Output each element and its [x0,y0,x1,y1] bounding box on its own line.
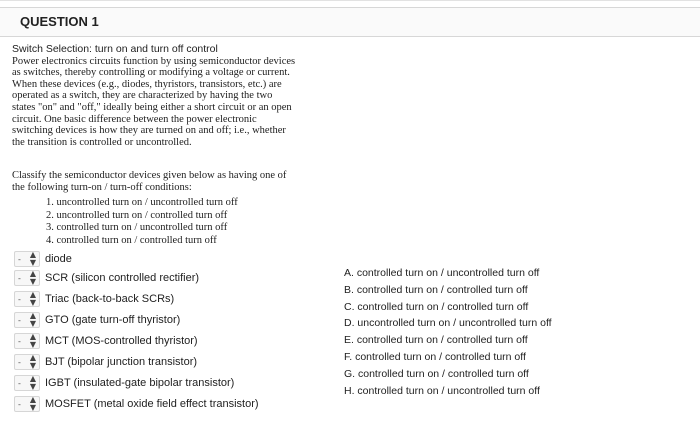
device-select-5[interactable] [14,354,40,370]
sort-arrows-icon: ▲ ▼ [29,250,36,267]
select-value: - [18,399,21,409]
sort-arrows-icon: ▲ ▼ [29,374,36,391]
conditions-list [46,197,346,247]
device-label: diode [45,253,72,265]
intro-paragraph [12,44,332,148]
answer-option: E. controlled turn on / controlled turn off [344,334,528,347]
sort-arrows-icon: ▲ ▼ [29,332,36,349]
select-value: - [18,315,21,325]
classify-line: Classify the semiconductor devices given below as having one of [12,170,287,181]
intro-line: operated as a switch, they are characterized by having the two [12,90,273,102]
select-value: - [18,294,21,304]
intro-line: switching devices is how they are turned on and off; i.e., whether [12,125,286,137]
question-title: QUESTION 1 [20,14,99,29]
select-value: - [18,378,21,388]
device-row [14,374,334,392]
device-label: GTO (gate turn-off thyristor) [45,314,181,326]
sort-arrows-icon: ▲ ▼ [29,395,36,412]
sort-arrows-icon: ▲ ▼ [29,353,36,370]
device-row [14,311,334,329]
device-row [14,250,334,268]
intro-line: the transition is controlled or uncontrolled. [12,136,192,148]
answer-option: C. controlled turn on / controlled turn off [344,300,529,313]
select-value: - [18,357,21,367]
device-select-3[interactable] [14,312,40,328]
select-value: - [18,254,21,264]
answer-option: F. controlled turn on / controlled turn off [344,350,526,363]
device-select-0[interactable] [14,251,40,267]
classify-line: the following turn-on / turn-off conditions: [12,181,192,193]
intro-line: as switches, thereby controlling or modifying a voltage or current. [12,67,290,79]
device-select-2[interactable] [14,291,40,307]
device-label: IGBT (insulated-gate bipolar transistor) [45,377,235,389]
intro-line: circuit. One basic difference between the power electronic [12,113,257,125]
device-select-4[interactable] [14,333,40,349]
device-row [14,353,334,371]
select-value: - [18,273,21,283]
intro-line: Power electronics circuits function by using semiconductor devices [12,55,296,67]
device-row [14,269,334,287]
answer-option: D. uncontrolled turn on / uncontrolled turn off [344,317,552,330]
device-row [14,332,334,350]
device-label: SCR (silicon controlled rectifier) [45,272,200,284]
sort-arrows-icon: ▲ ▼ [29,311,36,328]
answer-option: A. controlled turn on / uncontrolled turn off [344,267,540,279]
device-label: MCT (MOS-controlled thyristor) [45,335,198,347]
answer-options-list [344,265,694,399]
device-row [14,395,334,413]
intro-line: When these devices (e.g., diodes, thyristors, transistors, etc.) are [12,78,282,90]
intro-heading: Switch Selection: turn on and turn off control [12,43,218,55]
answer-option: H. controlled turn on / uncontrolled turn off [344,384,540,397]
device-label: MOSFET (metal oxide field effect transistor) [45,398,259,410]
condition-item: 1. uncontrolled turn on / uncontrolled turn off [46,197,238,208]
device-select-6[interactable] [14,375,40,391]
device-select-7[interactable] [14,396,40,412]
question-header [0,7,700,37]
device-select-1[interactable] [14,270,40,286]
device-row [14,290,334,308]
condition-item: 2. uncontrolled turn on / controlled turn off [46,209,228,221]
sort-arrows-icon: ▲ ▼ [29,290,36,307]
top-divider [0,0,700,1]
condition-item: 3. controlled turn on / uncontrolled turn off [46,222,228,234]
device-label: Triac (back-to-back SCRs) [45,293,175,305]
intro-line: states "on" and "off," ideally being either a short circuit or an open [12,101,292,113]
answer-option: B. controlled turn on / controlled turn off [344,283,528,296]
condition-item: 4. controlled turn on / controlled turn off [46,234,217,246]
device-label: BJT (bipolar junction transistor) [45,356,198,368]
sort-arrows-icon: ▲ ▼ [29,269,36,286]
answer-option: G. controlled turn on / controlled turn off [344,367,529,380]
classify-paragraph [12,170,332,193]
select-value: - [18,336,21,346]
